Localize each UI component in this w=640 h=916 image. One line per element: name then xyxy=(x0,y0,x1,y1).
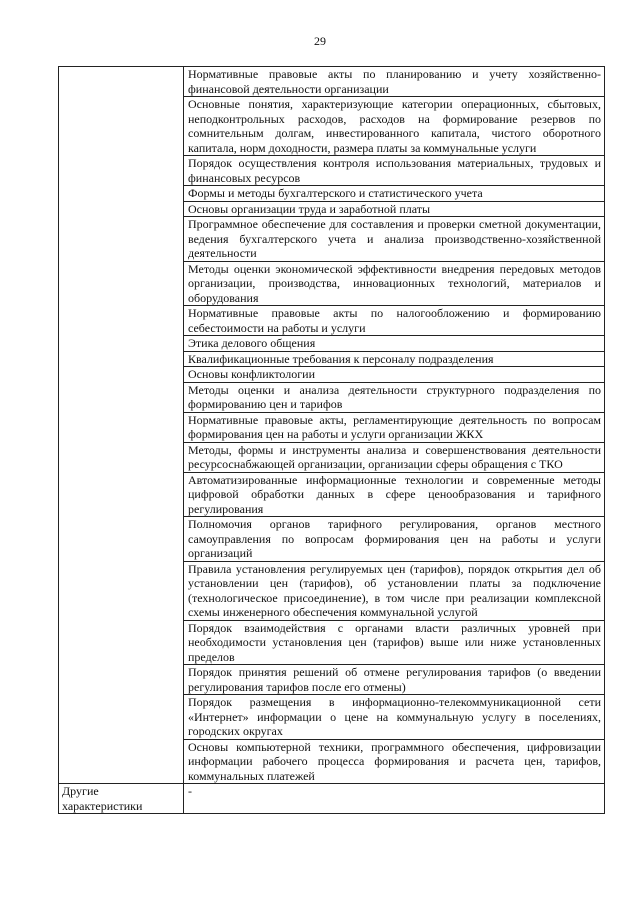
requirements-table-body xyxy=(59,67,605,814)
requirement-cell: Нормативные правовые акты по налогообложению и формированию себестоимости на работы и услуги xyxy=(184,306,605,336)
requirement-cell: Порядок принятия решений об отмене регулирования тарифов (о введении регулирования тарифов после его отмены) xyxy=(184,665,605,695)
table-row-other xyxy=(59,784,605,814)
requirement-cell: Основы компьютерной техники, программного обеспечения, цифровизации информации рабочего процесса формирования и расчета цен, тарифов, коммунальных платежей xyxy=(184,739,605,784)
requirement-cell: Основы организации труда и заработной платы xyxy=(184,201,605,217)
other-characteristics-label: Другие характеристики xyxy=(59,784,184,814)
requirement-cell: Квалификационные требования к персоналу подразделения xyxy=(184,351,605,367)
requirement-cell: Порядок взаимодействия с органами власти различных уровней при необходимости установления цен (тарифов) выше или ниже установленных пределов xyxy=(184,620,605,665)
requirement-cell: Формы и методы бухгалтерского и статистического учета xyxy=(184,186,605,202)
requirement-cell: Нормативные правовые акты по планированию и учету хозяйственно-финансовой деятельности организации xyxy=(184,67,605,97)
requirement-cell: Основы конфликтологии xyxy=(184,367,605,383)
requirement-cell: Этика делового общения xyxy=(184,336,605,352)
requirement-cell: Методы оценки и анализа деятельности структурного подразделения по формированию цен и тарифов xyxy=(184,382,605,412)
requirement-cell: Порядок размещения в информационно-телекоммуникационной сети «Интернет» информации о цене на коммунальную услугу в поселениях, городских округах xyxy=(184,695,605,740)
requirement-cell: Порядок осуществления контроля использования материальных, трудовых и финансовых ресурсов xyxy=(184,156,605,186)
requirement-cell: Методы оценки экономической эффективности внедрения передовых методов организации, производства, инновационных технологий, материалов и оборудования xyxy=(184,261,605,306)
other-characteristics-value: - xyxy=(184,784,605,814)
page-number: 29 xyxy=(314,34,326,48)
requirement-cell: Методы, формы и инструменты анализа и совершенствования деятельности ресурсоснабжающей организации, организации сферы обращения с ТКО xyxy=(184,442,605,472)
row-label-cell xyxy=(59,67,184,784)
requirement-cell: Автоматизированные информационные технологии и современные методы цифровой обработки данных в сфере ценообразования и тарифного регулирования xyxy=(184,472,605,517)
requirement-cell: Нормативные правовые акты, регламентирующие деятельность по вопросам формирования цен на работы и услуги организации ЖКХ xyxy=(184,412,605,442)
requirement-cell: Основные понятия, характеризующие категории операционных, сбытовых, неподконтрольных расходов, расходов на формирование резервов по сомнительным долгам, инвестированного капитала, чистого оборотного капитала, норм доходности, размера платы за коммунальные услуги xyxy=(184,97,605,156)
requirement-cell: Правила установления регулируемых цен (тарифов), порядок открытия дел об установлении цен (тарифов), об установлении платы за подключение (технологическое присоединение), в том числе при реализации комплексной схемы инженерного обеспечения коммунальной услугой xyxy=(184,561,605,620)
requirement-cell: Полномочия органов тарифного регулирования, органов местного самоуправления по вопросам формирования цен на работы и услуги организаций xyxy=(184,517,605,562)
requirement-cell: Программное обеспечение для составления и проверки сметной документации, ведения бухгалтерского учета и анализа производственно-хозяйственной деятельности xyxy=(184,217,605,262)
table-row xyxy=(59,67,605,97)
requirements-table xyxy=(58,66,605,814)
